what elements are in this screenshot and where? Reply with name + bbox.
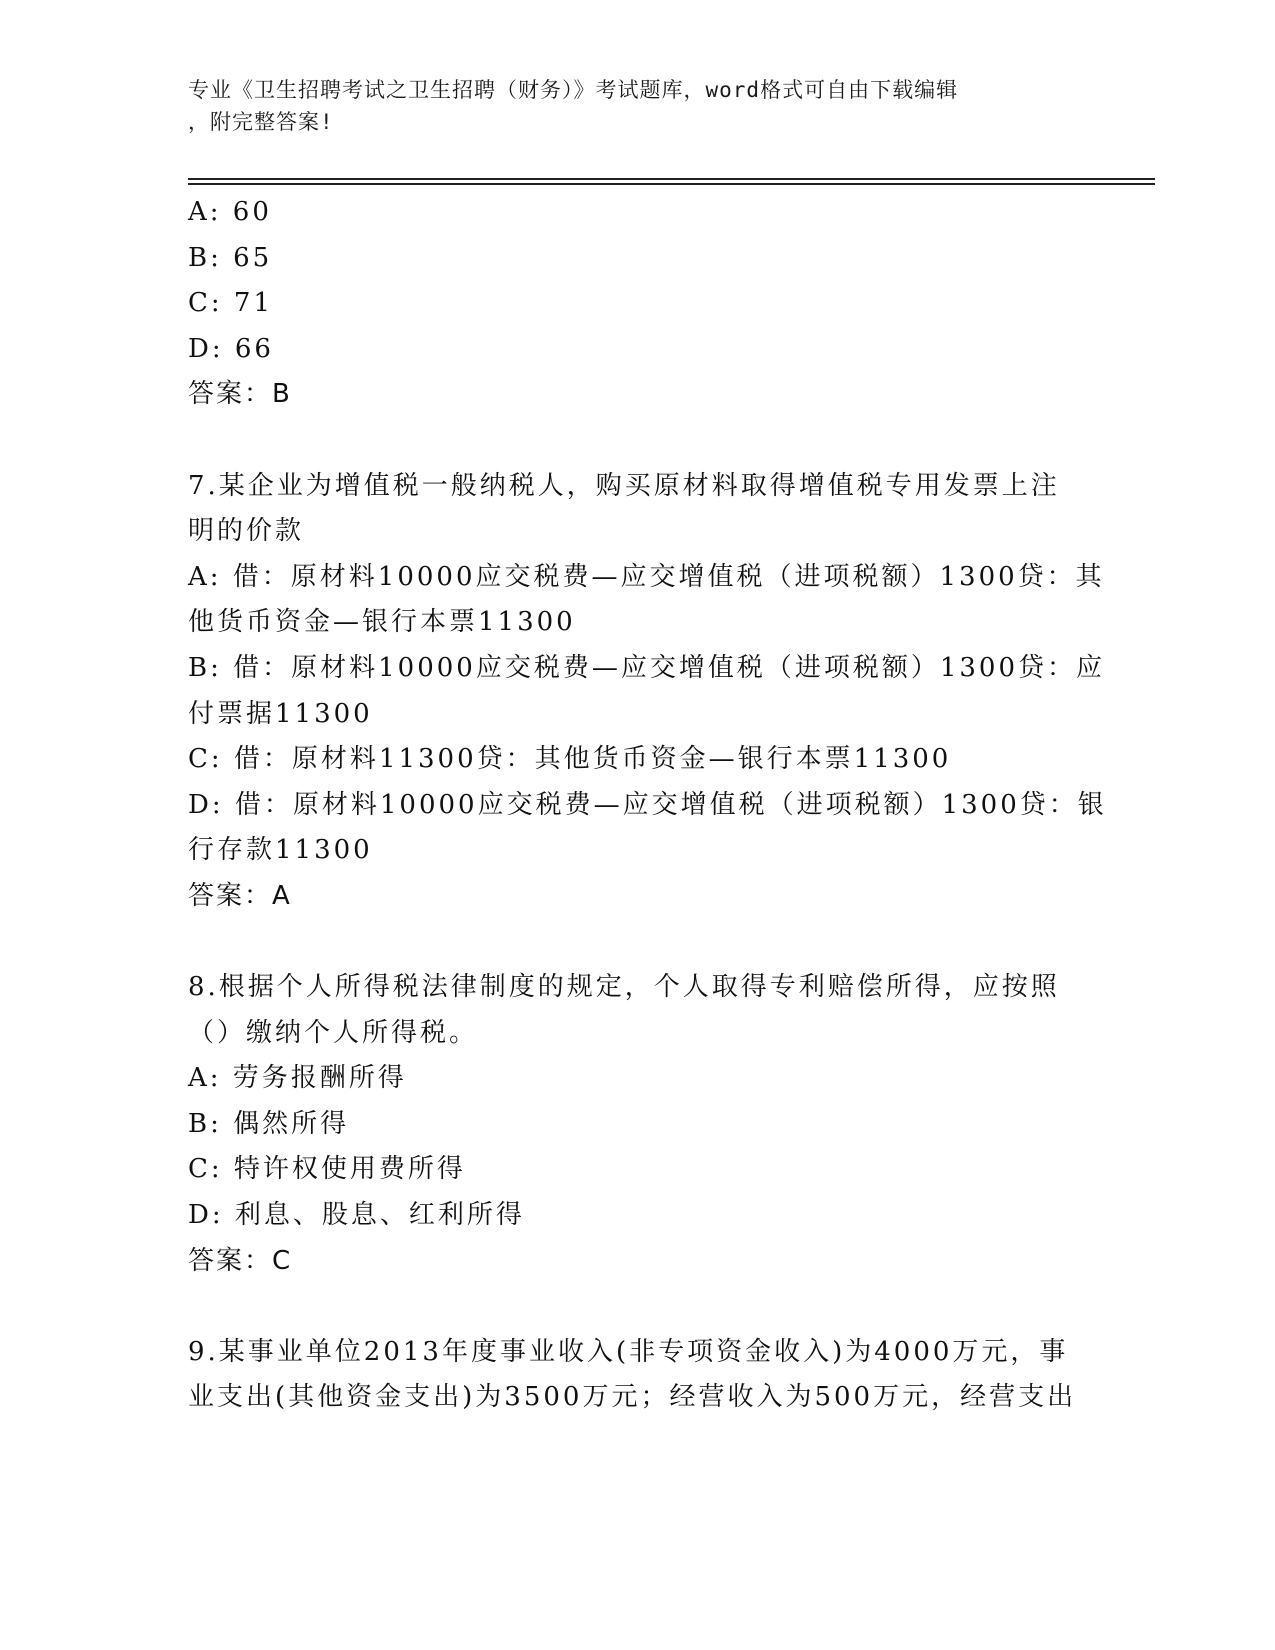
question-stem-cont: 明的价款: [188, 516, 305, 547]
header-divider-top: [188, 178, 1155, 180]
option-a-cont: 他货币资金—银行本票11300: [188, 607, 576, 638]
option-c: C: 借：原材料11300贷：其他货币资金—银行本票11300: [188, 744, 952, 775]
header-divider-bottom: [188, 183, 1155, 185]
option-b: B: 借：原材料10000应交税费—应交增值税（进项税额）1300贷：应: [188, 652, 1106, 683]
question-stem: 7.某企业为增值税一般纳税人，购买原材料取得增值税专用发票上注: [188, 470, 1060, 501]
question-stem: 9.某事业单位2013年度事业收入(非专项资金收入)为4000万元，事: [188, 1336, 1069, 1367]
option-b-cont: 付票据11300: [188, 698, 373, 729]
document-header: [188, 74, 1068, 138]
question-7: [188, 464, 1107, 920]
header-line-1: 专业《卫生招聘考试之卫生招聘（财务）》考试题库，word格式可自由下载编辑: [188, 78, 959, 102]
question-8: [188, 965, 1088, 1284]
question-stem-cont: 业支出(其他资金支出)为3500万元；经营收入为500万元，经营支出: [188, 1382, 1077, 1413]
question-content: [188, 190, 1107, 1421]
option-b: B: 65: [188, 242, 273, 273]
spacer: [188, 1284, 1088, 1330]
header-line-2: ，附完整答案!: [188, 110, 334, 134]
answer-line: 答案：B: [188, 379, 292, 410]
option-d: D: 利息、股息、红利所得: [188, 1200, 525, 1231]
question-stem: 8.根据个人所得税法律制度的规定，个人取得专利赔偿所得，应按照: [188, 972, 1060, 1003]
answer-line: 答案：C: [188, 1245, 293, 1276]
question-9: [188, 1330, 1088, 1421]
option-c: C: 71: [188, 288, 274, 319]
spacer: [188, 920, 1088, 966]
option-d: D: 66: [188, 333, 274, 364]
spacer: [188, 418, 1088, 464]
option-a: A: 借：原材料10000应交税费—应交增值税（进项税额）1300贷：其: [188, 561, 1105, 592]
option-b: B: 偶然所得: [188, 1108, 350, 1139]
option-c: C: 特许权使用费所得: [188, 1154, 466, 1185]
question-stem-cont: （）缴纳个人所得税。: [188, 1017, 479, 1048]
answer-line: 答案：A: [188, 880, 292, 911]
option-d: D: 借：原材料10000应交税费—应交增值税（进项税额）1300贷：银: [188, 789, 1107, 820]
option-a: A: 60: [188, 197, 272, 227]
question-6: [188, 190, 1088, 418]
option-d-cont: 行存款11300: [188, 835, 373, 866]
option-a: A: 劳务报酬所得: [188, 1063, 407, 1094]
